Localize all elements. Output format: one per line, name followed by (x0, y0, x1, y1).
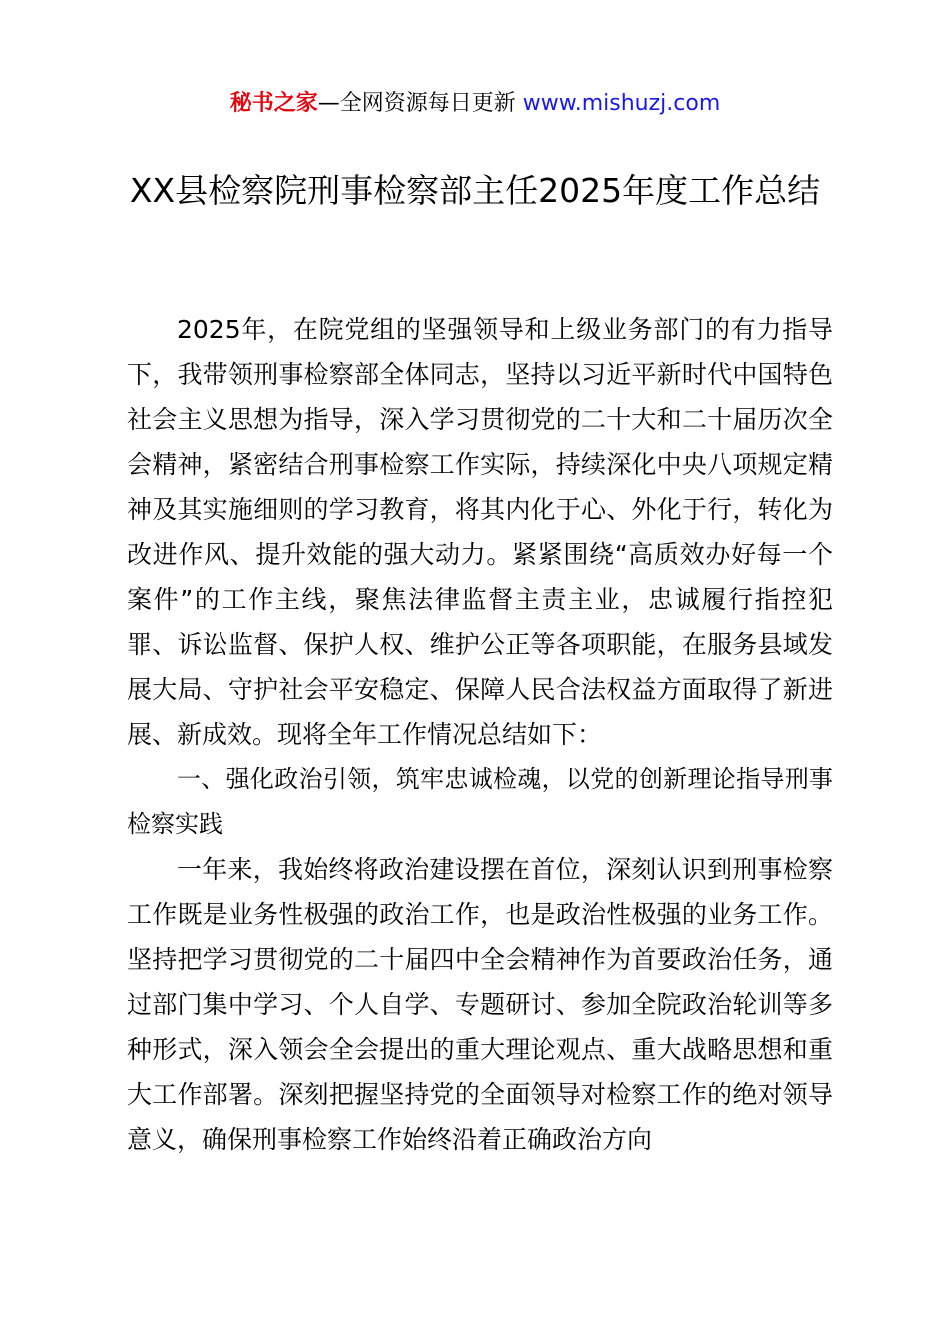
site-url-link[interactable]: www.mishuzj.com (522, 91, 721, 116)
site-name: 秘书之家 (229, 91, 318, 116)
section-1-paragraph: 一年来，我始终将政治建设摆在首位，深刻认识到刑事检察工作既是业务性极强的政治工作，也是政治性极强的业务工作。坚持把学习贯彻党的二十届四中全会精神作为首要政治任务，通过部门集中学习、个人自学、专题研讨、参加全院政治轮训等多种形式，深入领会全会提出的重大理论观点、重大战略思想和重大工作部署。深刻把握坚持党的全面领导对检察工作的绝对领导意义，确保刑事检察工作始终沿着正确政治方向 (127, 855, 833, 1154)
site-header (0, 88, 950, 120)
document-body (127, 307, 833, 1162)
intro-paragraph: 2025年，在院党组的坚强领导和上级业务部门的有力指导下，我带领刑事检察部全体同志，坚持以习近平新时代中国特色社会主义思想为指导，深入学习贯彻党的二十大和二十届历次全会精神，紧密结合刑事检察工作实际，持续深化中央八项规定精神及其实施细则的学习教育，将其内化于心、外化于行，转化为改进作风、提升效能的强大动力。紧紧围绕“高质效办好每一个案件”的工作主线，聚焦法律监督主责主业，忠诚履行指控犯罪、诉讼监督、保护人权、维护公正等各项职能，在服务县域发展大局、守护社会平安稳定、保障人民合法权益方面取得了新进展、新成效。现将全年工作情况总结如下： (127, 315, 833, 749)
site-slogan: —全网资源每日更新 (317, 91, 516, 116)
document-title: XX县检察院刑事检察部主任2025年度工作总结 (129, 171, 821, 210)
section-heading-1: 一、强化政治引领，筑牢忠诚检魂，以党的创新理论指导刑事检察实践 (127, 765, 833, 838)
